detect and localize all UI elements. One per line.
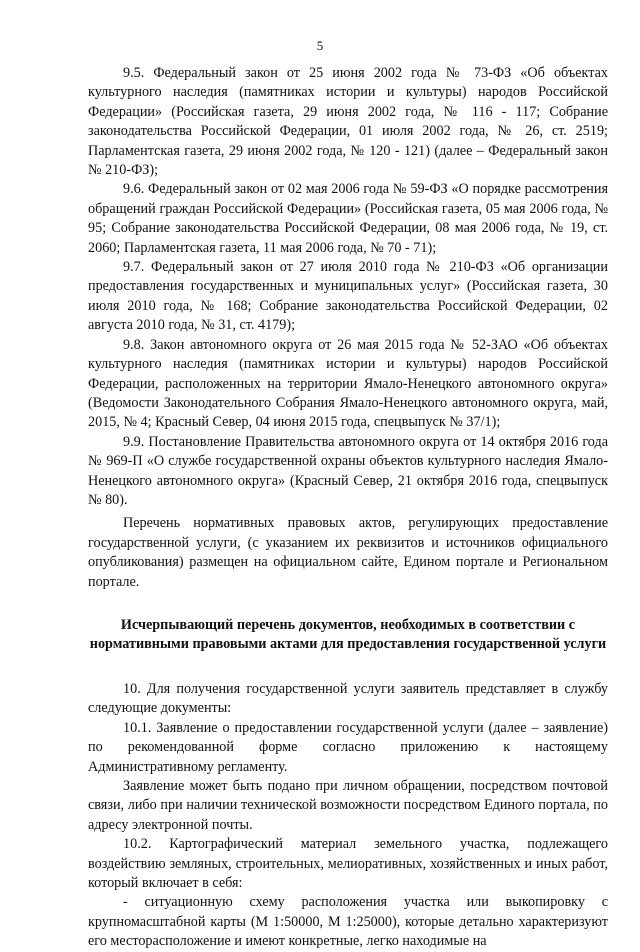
paragraph-bullet-situational-scheme: - ситуационную схему расположения участка или выкопировку с крупномасштабной карты (М 1:50000, М 1:25000), которые детально характеризуют его месторасположение и имеют конкретные, легко находимые на <box>88 894 608 950</box>
paragraph-application-submission: Заявление может быть подано при личном обращении, посредством почтовой связи, либо при наличии технической возможности посредством Единого портала, по адресу электронной почты. <box>88 778 608 833</box>
paragraph-acts-list-note: Перечень нормативных правовых актов, регулирующих предоставление государственной услуги, (с указанием их реквизитов и источников официального опубликования) размещен на официальном сайте, Едином портале и Региональном портале. <box>88 515 608 590</box>
paragraph-10-1: 10.1. Заявление о предоставлении государственной услуги (далее – заявление) по рекомендованной форме согласно приложению к настоящему Административному регламенту. <box>88 719 608 775</box>
paragraph-10-2: 10.2. Картографический материал земельного участка, подлежащего воздействию земляных, строительных, мелиоративных, хозяйственных и иных работ, который включает в себя: <box>88 836 608 892</box>
section-heading: Исчерпывающий перечень документов, необходимых в соответствии с нормативными правовыми актами для предоставления государственной услуги <box>89 616 607 652</box>
paragraph-9-7: 9.7. Федеральный закон от 27 июля 2010 года № 210-ФЗ «Об организации предоставления государственных и муниципальных услуг» (Российская газета, 30 июля 2010 года, № 168; Собрание законодательства Российской Федерации, 02 августа 2010 года, № 31, ст. 4179); <box>88 259 608 334</box>
paragraph-9-8: 9.8. Закон автономного округа от 26 мая 2015 года № 52-ЗАО «Об объектах культурного наследия (памятниках истории и культуры) народов Российской Федерации, расположенных на территории Ямало-Ненецкого автономного округа» (Ведомости Законодательного Собрания Ямало-Ненецкого автономного округа, май, 2015, № 4; Красный Север, 04 июня 2015 года, спецвыпуск № 37/1); <box>88 336 608 431</box>
page-content <box>88 64 608 952</box>
paragraph-9-6: 9.6. Федеральный закон от 02 мая 2006 года № 59-ФЗ «О порядке рассмотрения обращений граждан Российской Федерации» (Российская газета, 05 мая 2006 года, № 95; Собрание законодательства Российской Федерации, 08 мая 2006 года, № 19, ст. 2060; Парламентская газета, 11 мая 2006 года, № 70 - 71); <box>88 181 608 256</box>
paragraph-9-9: 9.9. Постановление Правительства автономного округа от 14 октября 2016 года № 969-П «О службе государственной охраны объектов культурного наследия Ямало-Ненецкого автономного округа» (Красный Север, 21 октября 2016 года, спецвыпуск № 80). <box>88 433 608 508</box>
page-number: 5 <box>316 38 324 53</box>
paragraph-9-5: 9.5. Федеральный закон от 25 июня 2002 года № 73-ФЗ «Об объектах культурного наследия (памятниках истории и культуры) народов Российской Федерации» (Российская газета, 29 июня 2002 года, № 116 - 117; Собрание законодательства Российской Федерации, 01 июля 2002 года, № 26, ст. 2519; Парламентская газета, 29 июня 2002 года, № 120 - 121) (далее – Федеральный закон № 210-ФЗ); <box>88 65 608 179</box>
paragraph-10: 10. Для получения государственной услуги заявитель представляет в службу следующие документы: <box>88 680 608 717</box>
